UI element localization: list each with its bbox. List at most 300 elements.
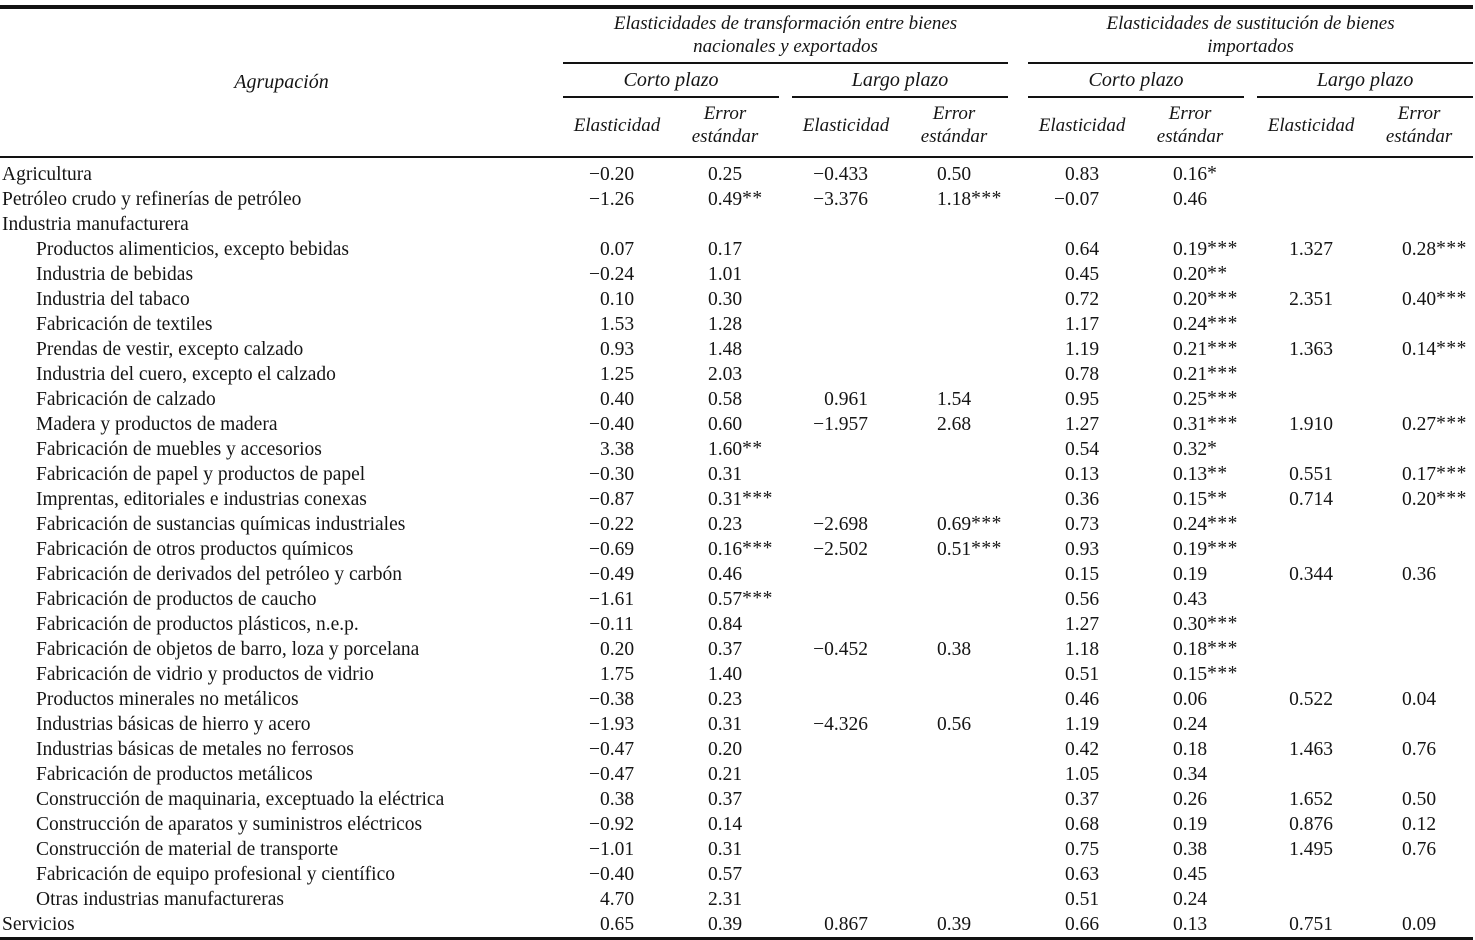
value-cell (900, 862, 1008, 887)
value-cell (792, 437, 900, 462)
minus-sign: − (813, 639, 825, 660)
value-cell: 0.40 *** (1402, 288, 1467, 310)
column-gap (1244, 762, 1257, 787)
value-cell: 1.53 (599, 314, 635, 335)
value-cell: 0.49 ** (707, 188, 763, 210)
column-gap (1244, 512, 1257, 537)
value-cell: 0.95 (1064, 389, 1100, 410)
value-cell: − 0.20 (588, 164, 635, 185)
column-gap (1244, 362, 1257, 387)
row-label: Fabricación de muebles y accesorios (36, 439, 322, 460)
value-cell: 0.26 (1172, 789, 1208, 810)
value-cell: 0.09 (1402, 914, 1437, 935)
table-row (0, 412, 1473, 437)
value-cell (1257, 662, 1365, 687)
value-cell (1257, 612, 1365, 637)
row-label: Construcción de material de transporte (36, 839, 339, 860)
value-cell: 1.28 (707, 314, 743, 335)
value-cell: 0.07 (599, 239, 635, 260)
value-cell: 0.65 (599, 914, 635, 935)
value-cell (1365, 712, 1473, 737)
row-label: Industria de bebidas (36, 264, 194, 285)
value-cell: 0.17 (707, 239, 743, 260)
significance-stars: *** (1207, 313, 1238, 334)
value-cell: 0.18 *** (1172, 638, 1238, 660)
column-gap (1244, 787, 1257, 812)
value-cell: − 0.24 (588, 264, 635, 285)
value-cell (1365, 587, 1473, 612)
row-label: Fabricación de objetos de barro, loza y porcelana (36, 639, 420, 660)
row-label: Servicios (2, 914, 75, 935)
significance-stars: *** (742, 538, 773, 559)
value-cell: 0.714 (1289, 489, 1333, 510)
significance-stars: *** (1207, 663, 1238, 684)
column-gap (779, 212, 792, 237)
value-cell: 0.42 (1064, 739, 1100, 760)
table-row (0, 812, 1473, 837)
table-row (0, 337, 1473, 362)
value-cell: 0.14 (707, 814, 743, 835)
value-cell (900, 887, 1008, 912)
row-label: Construcción de maquinaria, exceptuado la eléctrica (36, 789, 445, 810)
value-cell: 0.68 (1064, 814, 1100, 835)
column-gap (1244, 712, 1257, 737)
row-label: Prendas de vestir, excepto calzado (36, 339, 304, 360)
significance-stars: *** (1436, 413, 1467, 434)
minus-sign: − (813, 539, 825, 560)
column-gap (779, 262, 792, 287)
row-label: Industria del tabaco (36, 289, 190, 310)
column-gap (779, 687, 792, 712)
value-cell: 0.20 ** (1172, 263, 1228, 285)
value-cell: 2.351 (1289, 289, 1333, 310)
value-cell: 0.25 *** (1172, 388, 1238, 410)
value-cell (792, 287, 900, 312)
value-cell: 0.84 (707, 614, 743, 635)
elasticities-table (0, 5, 1473, 940)
value-cell (900, 212, 1008, 237)
value-cell (792, 887, 900, 912)
table-row (0, 787, 1473, 812)
column-gap (1244, 587, 1257, 612)
value-cell: 1.01 (707, 264, 743, 285)
value-cell: 0.38 (599, 789, 635, 810)
value-cell: 1.652 (1289, 789, 1333, 810)
value-cell (1136, 212, 1244, 237)
column-gap (1008, 237, 1028, 262)
column-gap (779, 862, 792, 887)
column-gap (779, 512, 792, 537)
value-cell: 0.32 * (1172, 438, 1218, 460)
value-cell: 0.45 (1064, 264, 1100, 285)
value-cell: 0.66 (1064, 914, 1100, 935)
value-cell: 0.46 (707, 564, 743, 585)
value-cell: 0.58 (707, 389, 743, 410)
column-gap (1008, 812, 1028, 837)
value-cell: 1.495 (1289, 839, 1333, 860)
value-cell (792, 687, 900, 712)
value-cell: 0.15 (1064, 564, 1100, 585)
value-cell (1257, 512, 1365, 537)
value-cell: 0.961 (824, 389, 868, 410)
minus-sign: − (589, 614, 601, 635)
row-label: Agricultura (2, 164, 92, 185)
column-header-corto-plazo: Corto plazo (1028, 63, 1244, 97)
value-cell (792, 837, 900, 862)
value-cell: 0.63 (1064, 864, 1100, 885)
column-header-corto-plazo: Corto plazo (563, 63, 779, 97)
value-cell: 2.03 (707, 364, 743, 385)
value-cell (1365, 157, 1473, 187)
significance-stars: *** (1207, 363, 1238, 384)
value-cell: 0.31 (707, 714, 743, 735)
value-cell: 0.876 (1289, 814, 1333, 835)
value-cell: 0.54 (1064, 439, 1100, 460)
column-gap (1008, 637, 1028, 662)
value-cell: 0.18 (1172, 739, 1208, 760)
value-cell: − 0.07 (1053, 189, 1100, 210)
column-gap (779, 787, 792, 812)
value-cell: 0.19 *** (1172, 538, 1238, 560)
column-group-sustitucion: Elasticidades de sustitución de bienes importados (1028, 7, 1473, 63)
value-cell: − 0.47 (588, 739, 635, 760)
value-cell (1365, 637, 1473, 662)
value-cell: 1.75 (599, 664, 635, 685)
value-cell (1365, 612, 1473, 637)
minus-sign: − (588, 564, 600, 585)
value-cell: 0.344 (1289, 564, 1333, 585)
value-cell: 0.51 (1064, 664, 1100, 685)
header-group-row (0, 7, 1473, 63)
value-cell: 0.51 *** (936, 538, 1002, 560)
value-cell: 0.27 *** (1402, 413, 1467, 435)
value-cell: 1.18 (1064, 639, 1100, 660)
value-cell: 0.19 (1172, 564, 1208, 585)
value-cell: 0.04 (1402, 689, 1437, 710)
significance-stars: *** (1207, 388, 1238, 409)
significance-stars: *** (742, 488, 773, 509)
value-cell: − 3.376 (813, 189, 868, 210)
value-cell: − 2.698 (813, 514, 868, 535)
minus-sign: − (588, 814, 600, 835)
column-gap (1244, 212, 1257, 237)
table-row (0, 637, 1473, 662)
column-header-error-estandar: Error estándar (1365, 97, 1473, 157)
value-cell: − 0.92 (588, 814, 635, 835)
value-cell: 0.83 (1064, 164, 1100, 185)
minus-sign: − (588, 689, 600, 710)
value-cell (792, 362, 900, 387)
row-label: Fabricación de sustancias químicas industriales (36, 514, 406, 535)
value-cell: 0.24 (1172, 714, 1208, 735)
value-cell (900, 437, 1008, 462)
value-cell: 0.14 *** (1402, 338, 1467, 360)
table-row (0, 862, 1473, 887)
minus-sign: − (813, 164, 825, 185)
row-label: Industrias básicas de hierro y acero (36, 714, 311, 735)
value-cell: 0.39 (707, 914, 743, 935)
table-body (0, 157, 1473, 939)
row-label: Industrias básicas de metales no ferrosos (36, 739, 354, 760)
minus-sign: − (813, 414, 825, 435)
minus-sign: − (588, 514, 600, 535)
value-cell: 0.30 (707, 289, 743, 310)
minus-sign: − (588, 489, 600, 510)
column-header-elasticidad: Elasticidad (563, 97, 671, 157)
value-cell: 0.57 *** (707, 588, 773, 610)
value-cell (792, 212, 900, 237)
row-label: Petróleo crudo y refinerías de petróleo (2, 189, 302, 210)
column-gap (1008, 187, 1028, 212)
value-cell (1257, 762, 1365, 787)
value-cell: 0.37 (1064, 789, 1100, 810)
value-cell: 1.19 (1064, 339, 1100, 360)
row-label: Fabricación de derivados del petróleo y carbón (36, 564, 403, 585)
value-cell (1365, 512, 1473, 537)
value-cell (671, 212, 779, 237)
minus-sign: − (588, 164, 600, 185)
value-cell (792, 762, 900, 787)
value-cell (792, 312, 900, 337)
column-gap (1244, 63, 1257, 97)
value-cell: 0.23 (707, 689, 743, 710)
value-cell (1365, 537, 1473, 562)
value-cell: 0.69 *** (936, 513, 1002, 535)
value-cell (1365, 437, 1473, 462)
value-cell: 0.93 (1064, 539, 1100, 560)
column-gap (779, 337, 792, 362)
significance-stars: ** (742, 438, 763, 459)
significance-stars: *** (1436, 238, 1467, 259)
minus-sign: − (588, 414, 600, 435)
significance-stars: *** (1207, 638, 1238, 659)
column-gap (1008, 837, 1028, 862)
column-gap (1008, 312, 1028, 337)
value-cell: − 2.502 (813, 539, 868, 560)
column-gap (1008, 212, 1028, 237)
value-cell: 0.45 (1172, 864, 1208, 885)
column-gap (1244, 662, 1257, 687)
value-cell: 0.36 (1402, 564, 1437, 585)
column-gap (1244, 887, 1257, 912)
column-gap (779, 237, 792, 262)
table-row (0, 237, 1473, 262)
column-gap (1244, 287, 1257, 312)
column-gap (1244, 487, 1257, 512)
row-label: Productos alimenticios, excepto bebidas (36, 239, 350, 260)
value-cell: 0.51 (1064, 889, 1100, 910)
value-cell: 0.06 (1172, 689, 1208, 710)
value-cell: 0.36 (1064, 489, 1100, 510)
table-row (0, 887, 1473, 912)
column-gap (1008, 787, 1028, 812)
value-cell: 0.12 (1402, 814, 1437, 835)
significance-stars: ** (1207, 463, 1228, 484)
value-cell: − 1.26 (588, 189, 635, 210)
column-header-error-estandar: Error estándar (671, 97, 779, 157)
column-gap (779, 562, 792, 587)
column-header-agrupacion: Agrupación (0, 7, 563, 157)
column-gap (1244, 387, 1257, 412)
value-cell (1365, 187, 1473, 212)
value-cell: 2.31 (707, 889, 743, 910)
table-row (0, 312, 1473, 337)
column-gap (1008, 437, 1028, 462)
value-cell: 0.23 (707, 514, 743, 535)
value-cell (900, 562, 1008, 587)
value-cell (900, 362, 1008, 387)
value-cell: 0.551 (1289, 464, 1333, 485)
column-gap (1008, 362, 1028, 387)
table-row (0, 387, 1473, 412)
column-gap (1008, 412, 1028, 437)
value-cell: 3.38 (599, 439, 635, 460)
minus-sign: − (588, 264, 600, 285)
table-row (0, 262, 1473, 287)
column-gap (779, 462, 792, 487)
table-header (0, 7, 1473, 157)
value-cell: 1.327 (1289, 239, 1333, 260)
column-gap (1008, 462, 1028, 487)
value-cell (1257, 187, 1365, 212)
value-cell: − 0.49 (588, 564, 635, 585)
value-cell: − 4.326 (813, 714, 868, 735)
column-gap (1008, 63, 1028, 97)
column-gap (1008, 337, 1028, 362)
value-cell (792, 862, 900, 887)
value-cell: 1.40 (707, 664, 743, 685)
value-cell: 1.910 (1289, 414, 1333, 435)
value-cell (1257, 887, 1365, 912)
value-cell: − 1.01 (588, 839, 635, 860)
value-cell: 0.16 * (1172, 163, 1218, 185)
table-row (0, 537, 1473, 562)
column-gap (779, 412, 792, 437)
value-cell (792, 787, 900, 812)
value-cell (900, 612, 1008, 637)
value-cell: 0.17 *** (1402, 463, 1467, 485)
table-row (0, 762, 1473, 787)
value-cell (900, 787, 1008, 812)
significance-stars: *** (1207, 338, 1238, 359)
value-cell (792, 462, 900, 487)
column-gap (1244, 687, 1257, 712)
value-cell: 1.60 ** (707, 438, 763, 460)
value-cell (900, 762, 1008, 787)
minus-sign: − (588, 539, 600, 560)
column-gap (1008, 7, 1028, 63)
column-header-largo-plazo: Largo plazo (792, 63, 1008, 97)
value-cell: 0.13 (1172, 914, 1208, 935)
column-gap (779, 587, 792, 612)
value-cell: 1.27 (1064, 414, 1100, 435)
value-cell (1257, 312, 1365, 337)
value-cell (792, 812, 900, 837)
value-cell: 1.05 (1064, 764, 1100, 785)
value-cell (900, 737, 1008, 762)
value-cell: 1.17 (1064, 314, 1100, 335)
column-header-elasticidad: Elasticidad (792, 97, 900, 157)
value-cell (792, 262, 900, 287)
column-gap (1244, 262, 1257, 287)
value-cell: 0.20 (599, 639, 635, 660)
column-gap (779, 637, 792, 662)
value-cell: − 0.11 (589, 614, 634, 635)
column-header-elasticidad: Elasticidad (1257, 97, 1365, 157)
value-cell: 0.28 *** (1402, 238, 1467, 260)
value-cell: 0.21 *** (1172, 363, 1238, 385)
column-gap (1008, 487, 1028, 512)
value-cell: 0.46 (1064, 689, 1100, 710)
column-gap (779, 437, 792, 462)
table-row (0, 287, 1473, 312)
value-cell: 0.751 (1289, 914, 1333, 935)
value-cell (1257, 537, 1365, 562)
row-label: Fabricación de calzado (36, 389, 216, 410)
value-cell (900, 462, 1008, 487)
value-cell: 0.31 (707, 839, 743, 860)
column-gap (1008, 287, 1028, 312)
column-gap (1008, 537, 1028, 562)
column-gap (779, 312, 792, 337)
value-cell: − 0.40 (588, 864, 635, 885)
value-cell: 0.43 (1172, 589, 1208, 610)
value-cell (1257, 387, 1365, 412)
column-gap (1244, 412, 1257, 437)
value-cell: − 0.452 (813, 639, 868, 660)
value-cell: 0.64 (1064, 239, 1100, 260)
value-cell: 0.15 *** (1172, 663, 1238, 685)
column-gap (1244, 862, 1257, 887)
column-gap (1008, 887, 1028, 912)
minus-sign: − (588, 864, 600, 885)
row-label: Fabricación de productos de caucho (36, 589, 317, 610)
significance-stars: *** (971, 538, 1002, 559)
significance-stars: *** (1436, 463, 1467, 484)
column-gap (1244, 837, 1257, 862)
minus-sign: − (588, 714, 600, 735)
value-cell: 0.39 (936, 914, 972, 935)
value-cell: 0.21 (707, 764, 743, 785)
column-gap (779, 97, 792, 157)
value-cell (900, 287, 1008, 312)
value-cell: 0.75 (1064, 839, 1100, 860)
value-cell (1257, 587, 1365, 612)
column-header-error-estandar: Error estándar (1136, 97, 1244, 157)
significance-stars: *** (971, 188, 1002, 209)
value-cell: 0.38 (936, 639, 972, 660)
table-row (0, 712, 1473, 737)
value-cell: − 0.40 (588, 414, 635, 435)
table-row (0, 662, 1473, 687)
value-cell (792, 337, 900, 362)
value-cell: 0.31 (707, 464, 743, 485)
column-gap (779, 912, 792, 939)
value-cell (900, 837, 1008, 862)
minus-sign: − (588, 464, 600, 485)
column-gap (1244, 562, 1257, 587)
value-cell: − 0.30 (588, 464, 635, 485)
column-header-error-estandar: Error estándar (900, 97, 1008, 157)
value-cell (900, 237, 1008, 262)
significance-stars: *** (1207, 238, 1238, 259)
column-gap (1008, 712, 1028, 737)
column-gap (1008, 387, 1028, 412)
value-cell: 1.19 (1064, 714, 1100, 735)
value-cell (1257, 437, 1365, 462)
value-cell (563, 212, 671, 237)
value-cell (1257, 637, 1365, 662)
